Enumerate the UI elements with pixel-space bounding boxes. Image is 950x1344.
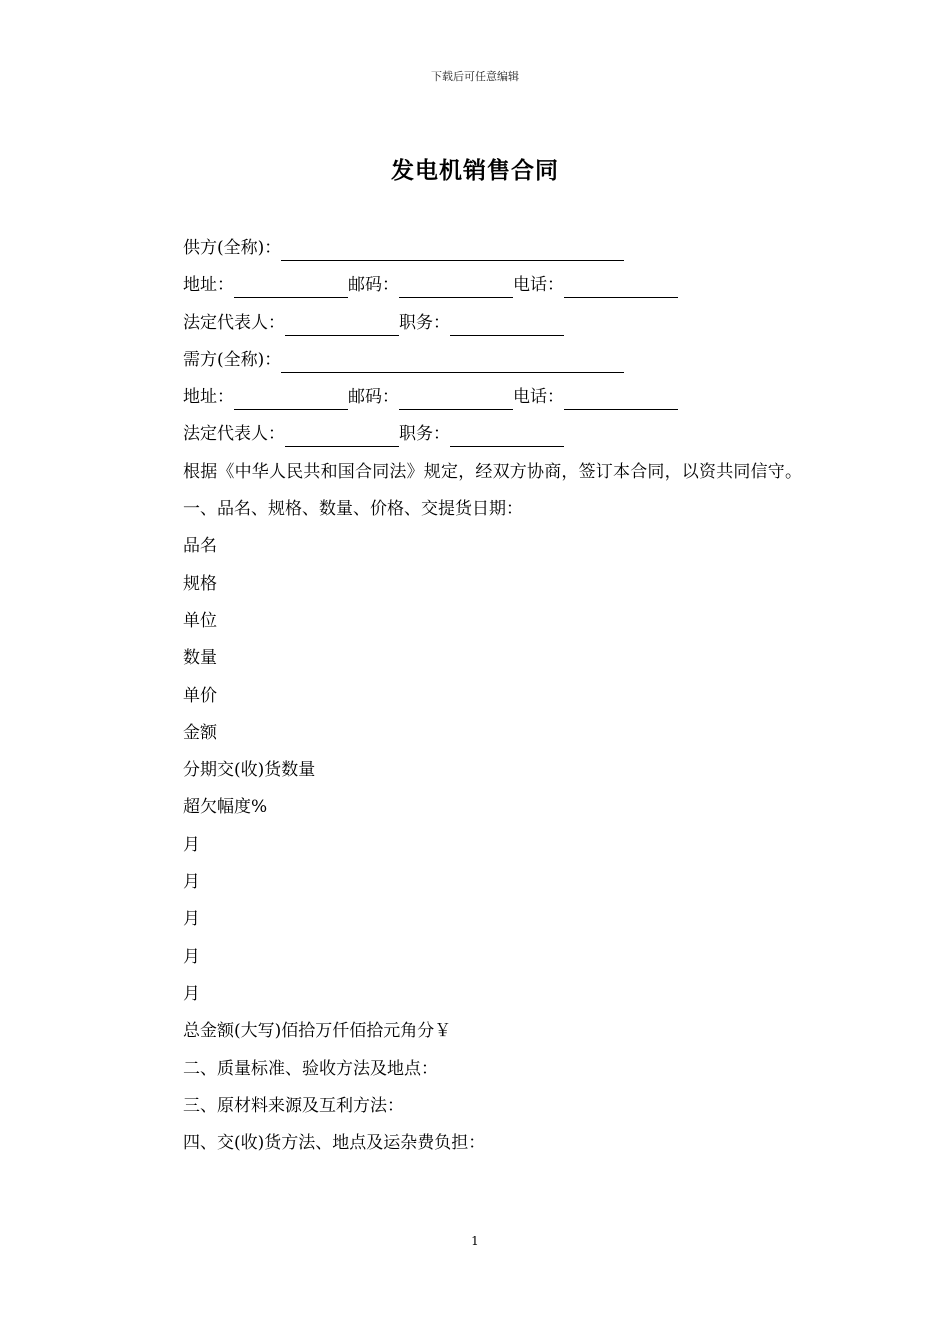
supplier-name-blank [281,238,624,261]
item-line: 月 [183,909,200,930]
section-1-title: 一、品名、规格、数量、价格、交提货日期： [183,499,523,520]
item-line: 品名 [183,536,217,557]
item-line: 单价 [183,685,217,706]
buyer-address-blank [234,387,348,410]
supplier-phone-blank [564,275,678,298]
section-4-title: 四、交(收)货方法、地点及运杂费负担： [183,1133,486,1154]
document-title: 发电机销售合同 [391,157,559,184]
section-2-title: 二、质量标准、验收方法及地点： [183,1058,438,1079]
buyer-name-blank [281,350,624,373]
supplier-rep-label: 法定代表人： [183,312,285,333]
buyer-name-line [145,342,810,379]
item-line: 单位 [183,610,217,631]
buyer-rep-line [145,416,810,453]
item-line: 金额 [183,722,217,743]
preamble-paragraph: 根据《中华人民共和国合同法》规定，经双方协商，签订本合同，以资共同信守。 [183,461,803,482]
contract-body [145,230,810,1162]
buyer-postcode-label: 邮码： [348,387,399,408]
buyer-name-label: 需方(全称)： [183,349,282,370]
total-amount-line: 总金额(大写)佰拾万仟佰拾元角分￥ [183,1021,452,1042]
item-line: 月 [183,834,200,855]
supplier-address-label: 地址： [183,275,234,296]
buyer-phone-blank [564,387,678,410]
buyer-position-blank [450,424,564,447]
item-line: 数量 [183,648,217,669]
buyer-postcode-blank [399,387,513,410]
buyer-phone-label: 电话： [513,387,564,408]
section-3-title: 三、原材料来源及互利方法： [183,1095,404,1116]
item-line: 超欠幅度% [183,797,268,818]
page-number: 1 [471,1234,479,1248]
supplier-position-label: 职务： [399,312,450,333]
supplier-address-blank [234,275,348,298]
item-line: 规格 [183,573,217,594]
supplier-contact-line [145,267,810,304]
item-line: 分期交(收)货数量 [183,760,316,781]
buyer-rep-label: 法定代表人： [183,424,285,445]
buyer-contact-line [145,379,810,416]
item-line: 月 [183,872,200,893]
supplier-name-label: 供方(全称)： [183,238,282,258]
item-line: 月 [183,983,200,1004]
supplier-postcode-blank [399,275,513,298]
supplier-rep-line [145,305,810,342]
supplier-rep-blank [285,313,399,336]
item-line: 月 [183,946,200,967]
buyer-position-label: 职务： [399,424,450,445]
buyer-address-label: 地址： [183,387,234,408]
supplier-name-line [145,230,810,267]
supplier-postcode-label: 邮码： [348,275,399,296]
supplier-position-blank [450,313,564,336]
header-note: 下载后可任意编辑 [431,70,519,83]
supplier-phone-label: 电话： [513,275,564,296]
buyer-rep-blank [285,424,399,447]
